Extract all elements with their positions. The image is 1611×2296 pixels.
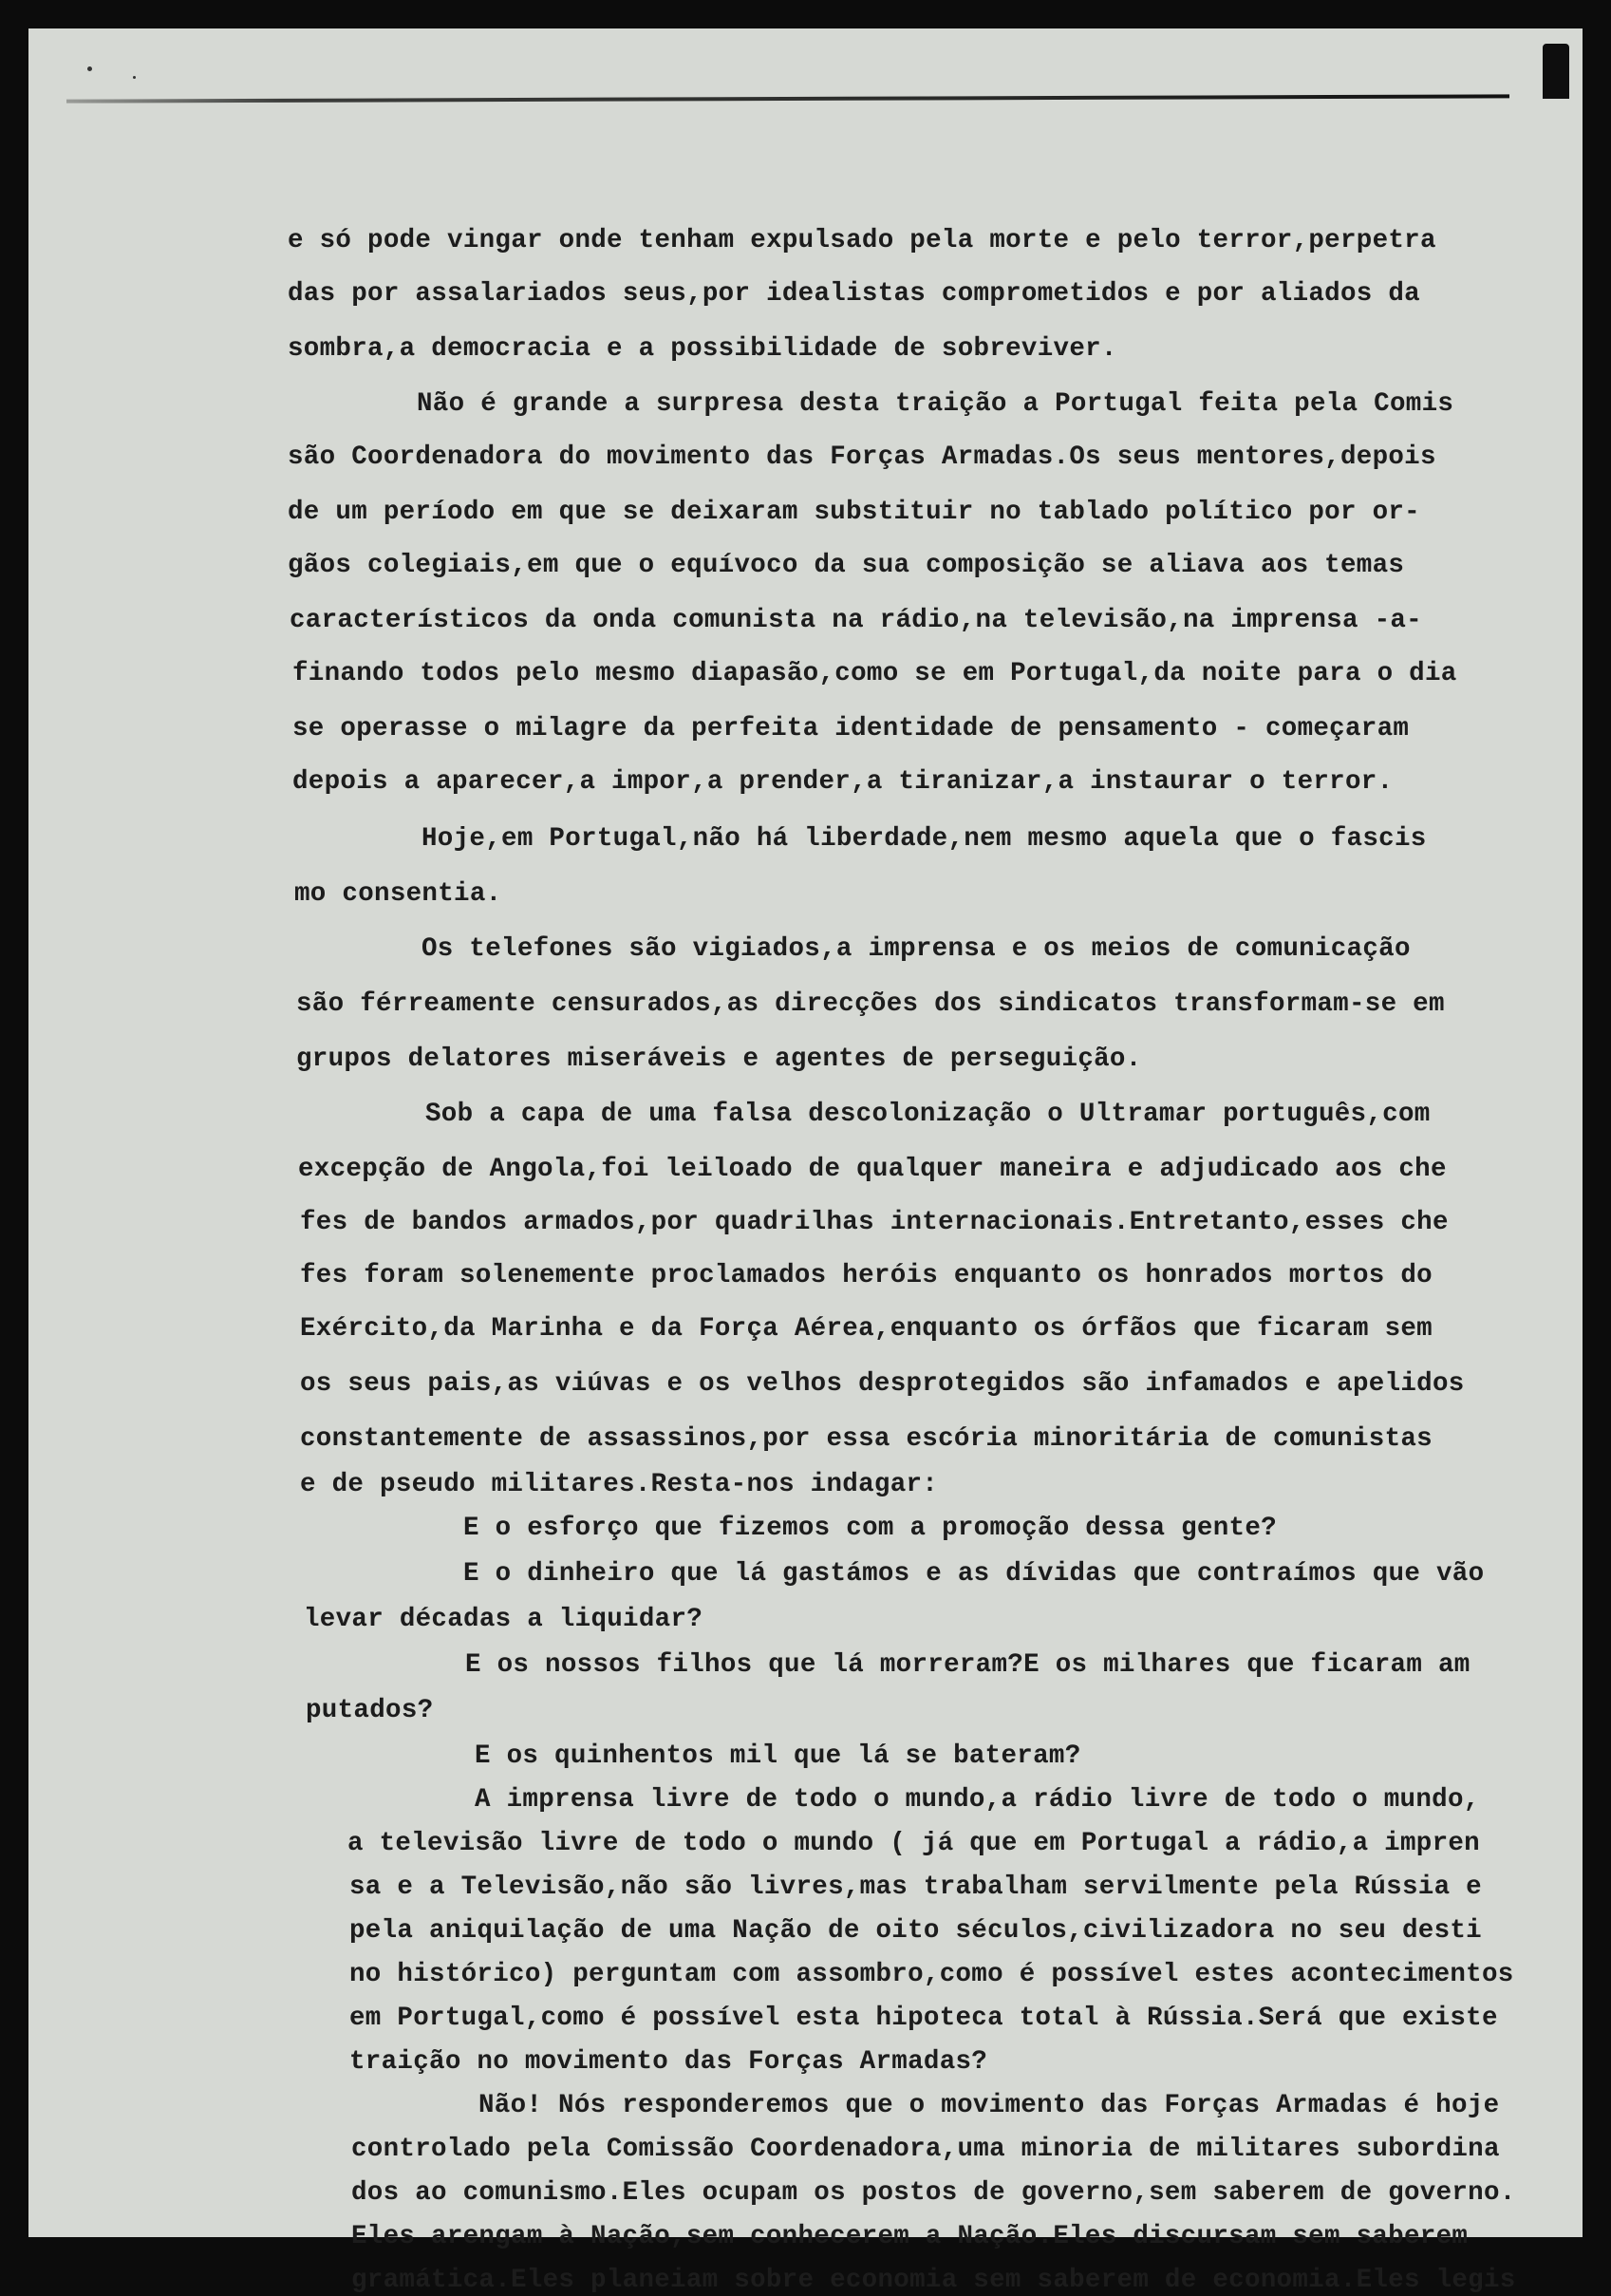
text-line: grupos delatores miseráveis e agentes de perseguição. <box>296 1044 1142 1074</box>
text-line: fes foram solenemente proclamados heróis enquanto os honrados mortos do <box>300 1261 1433 1290</box>
text-line: excepção de Angola,foi leiloado de qualquer maneira e adjudicado aos che <box>298 1155 1447 1184</box>
text-line: constantemente de assassinos,por essa escória minoritária de comunistas <box>300 1424 1433 1454</box>
text-line: E os nossos filhos que lá morreram?E os milhares que ficaram am <box>465 1650 1471 1680</box>
text-line: levar décadas a liquidar? <box>304 1605 703 1634</box>
text-line: Sob a capa de uma falsa descolonização o Ultramar português,com <box>425 1100 1431 1129</box>
text-line: gãos colegiais,em que o equívoco da sua composição se aliava aos temas <box>288 551 1405 580</box>
text-line: putados? <box>306 1696 434 1725</box>
text-line: se operasse o milagre da perfeita identidade de pensamento - começaram <box>292 714 1410 743</box>
text-line: são férreamente censurados,as direcções dos sindicatos transformam-se em <box>296 989 1445 1019</box>
text-line: e só pode vingar onde tenham expulsado pela morte e pelo terror,perpetra <box>288 226 1436 255</box>
text-line: Os telefones são vigiados,a imprensa e os meios de comunicação <box>421 934 1411 964</box>
text-line: E o esforço que fizemos com a promoção dessa gente? <box>463 1514 1277 1543</box>
text-line: E o dinheiro que lá gastámos e as dívidas que contraímos que vão <box>463 1559 1485 1589</box>
text-line: controlado pela Comissão Coordenadora,uma minoria de militares subordina <box>351 2135 1500 2164</box>
text-line: são Coordenadora do movimento das Forças Armadas.Os seus mentores,depois <box>288 442 1436 472</box>
text-line: gramática.Eles planeiam sobre economia sem saberem de economia.Eles legis <box>351 2266 1516 2295</box>
text-line: pela aniquilação de uma Nação de oito séculos,civilizadora no seu desti <box>349 1916 1482 1946</box>
text-line: das por assalariados seus,por idealistas comprometidos e por aliados da <box>288 279 1420 309</box>
text-line: fes de bandos armados,por quadrilhas internacionais.Entretanto,esses che <box>300 1208 1449 1237</box>
ink-speck <box>133 76 136 79</box>
text-line: finando todos pelo mesmo diapasão,como se em Portugal,da noite para o dia <box>292 659 1457 688</box>
text-line: Hoje,em Portugal,não há liberdade,nem mesmo aquela que o fascis <box>421 824 1427 854</box>
text-line: sombra,a democracia e a possibilidade de sobreviver. <box>288 334 1117 364</box>
text-line: os seus pais,as viúvas e os velhos desprotegidos são infamados e apelidos <box>300 1369 1465 1399</box>
text-line: dos ao comunismo.Eles ocupam os postos de governo,sem saberem de governo. <box>351 2178 1516 2208</box>
text-line: Eles arengam à Nação,sem conhecerem a Nação.Eles discursam sem saberem <box>351 2222 1469 2251</box>
corner-tab <box>1543 44 1569 99</box>
text-line: E os quinhentos mil que lá se bateram? <box>475 1741 1081 1771</box>
text-line: Não! Nós responderemos que o movimento das Forças Armadas é hoje <box>478 2091 1500 2120</box>
header-rule <box>66 94 1509 103</box>
text-line: Exército,da Marinha e da Força Aérea,enquanto os órfãos que ficaram sem <box>300 1314 1433 1344</box>
text-line: mo consentia. <box>294 879 502 909</box>
document-page <box>28 28 1583 2295</box>
text-line: traição no movimento das Forças Armadas? <box>349 2047 988 2077</box>
text-line: e de pseudo militares.Resta-nos indagar: <box>300 1470 939 1499</box>
ink-speck <box>87 66 92 71</box>
text-line: no histórico) perguntam com assombro,como é possível estes acontecimentos <box>349 1960 1514 1989</box>
text-line: depois a aparecer,a impor,a prender,a tiranizar,a instaurar o terror. <box>292 767 1394 797</box>
text-line: Não é grande a surpresa desta traição a Portugal feita pela Comis <box>417 389 1454 419</box>
text-line: de um período em que se deixaram substituir no tablado político por or- <box>288 498 1420 527</box>
text-line: característicos da onda comunista na rádio,na televisão,na imprensa -a- <box>290 606 1422 635</box>
text-line: a televisão livre de todo o mundo ( já que em Portugal a rádio,a impren <box>347 1829 1480 1858</box>
text-line: em Portugal,como é possível esta hipoteca total à Rússia.Será que existe <box>349 2004 1498 2033</box>
text-line: sa e a Televisão,não são livres,mas trabalham servilmente pela Rússia e <box>349 1873 1482 1902</box>
text-line: A imprensa livre de todo o mundo,a rádio livre de todo o mundo, <box>475 1785 1480 1815</box>
